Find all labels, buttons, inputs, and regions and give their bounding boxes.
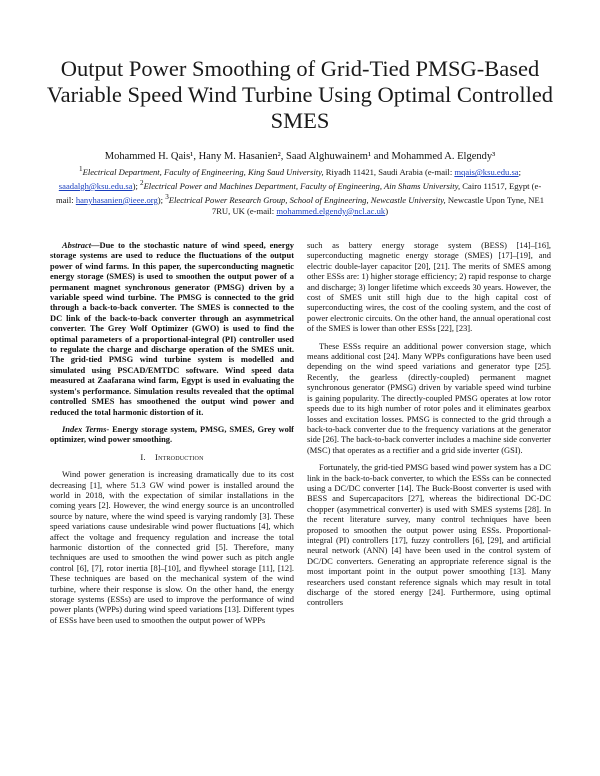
affiliation-3-location: Newcastle Upon Tyne, NE1 7RU, UK (e-mail: (211, 194, 544, 216)
author-list: Mohammed H. Qais¹, Hany M. Hasanien², Saad Alghuwainem¹ and Mohammed A. Elgendy³ (104, 151, 496, 162)
body-paragraph: such as battery energy storage system (BESS) [14]–[16], superconducting magnetic energy storage (SMES) [17]–[19], and electric double-layer capacitor [20], [21]. The merits of SMES among other ESSs are: 1) higher storage efficiency; 2) rapid response to charge and discharge; 3) longer lifetime which exceeds 30 years. However, the cost of SMES unit still high due to the high capital cost of superconducting wires, the cost of the cooling system, and the cost of power electronic circuits. On the other hand, the annual operational cost of the SMES is lower than other ESSs [22], [23]. (307, 240, 551, 334)
affiliation-2-close: ); (157, 194, 166, 205)
body-paragraph: Wind power generation is increasing dramatically due to its cost decreasing [1], where 51.3 GW wind power is installed around the world in 2018, with the expectation of similar installations in the coming years [2]. However, the wind energy source is an uncontrolled source by nature, where the wind speed is varying randomly [3]. These speed variations cause undesirable wind power fluctuations [4], which affect the voltage and frequency regulation and increase the total harmonic distortion of the connected grid [5]. Therefore, many techniques are used to smoothen the wind power such as pitch angle control [6], [7], rotor inertia [8]–[10], and flywheel storage [11], [12]. These techniques are based on the mechanical system of the wind turbine, where their response is slow. On the other hand, the energy storage systems (ESSs) are used to improve the performance of wind power plants (WPPs) during wind speed variations [13]. Different types of ESSs have been used to smoothen the output power of WPPs (50, 469, 294, 625)
body-paragraph: Fortunately, the grid-tied PMSG based wind power system has a DC link in the back-to-back converter, to which the ESSs can be connected using a DC/DC converter [14]. The Buck-Boost converter is used with BESS and Supercapacitors [27], whereas the bidirectional DC-DC chopper (asymmetrical converter) is used with SMES systems [28]. In the recent literature survey, many control techniques have been proposed to smoothen the output power using ESSs. Proportional-integral (PI) controllers [17], fuzzy controllers [6], [29], and artificial neural network (ANN) [4] have been used in the control system of DC/DC converters. Generating an appropriate reference signal is the most important point in the output power smoothing [13]. Many researchers used constant reference signals which may result in total discharge of the stored energy [24]. Furthermore, using optimal controllers (307, 462, 551, 608)
affiliation-2: Electrical Power and Machines Department, Faculty of Engineering, Ain Shams University, (143, 180, 461, 191)
index-terms-label: Index Terms (62, 423, 107, 434)
affiliations (50, 164, 550, 217)
abstract-text: —Due to the stochastic nature of wind speed, energy storage systems are used to reduce the fluctuations of the output power of wind farms. In this paper, the superconducting magnetic energy storage (SMES) is used to smoothen the output power of a permanent magnet synchronous generator (PMSG) driven by a variable speed wind turbine. The PMSG is connected to the grid through a back-to-back converter. The SMES is connected to the DC link of the back-to-back converter through an asymmetrical converter. The Grey Wolf Optimizer (GWO) is used to find the optimal parameters of a proportional-integral (PI) controller used to regulate the charge and discharge operation of the SMES unit. The grid-tied PMSG wind turbine system is modelled and simulated using PSCAD/EMTDC software. Wind speed data measured at Zaafarana wind farm, Egypt is used in evaluating the system's performance. Simulation results revealed that the optimal controlled SMES has smoothened the output wind power and reduced the total harmonic distortion of it. (50, 240, 294, 417)
body-paragraph: These ESSs require an additional power conversion stage, which means additional cost [24]. Many WPPs configurations have been used depending on the wind speed variations and generator type [25]. Recently, the gearless (directly-coupled) permanent magnet synchronous generator (PMSG) driven by variable speed wind turbine is gaining popularity. The directly-coupled PMSG operates at low rotor speeds due to its high number of rotor poles and it eliminates gearbox losses and excitation losses. PMSG is connected to the grid through a back-to-back converter due to the frequency variations at the generator side [26]. The back-to-back converter includes a machine side converter (MSC) that operates as a rectifier and a grid side inverter (GSI). (307, 340, 551, 455)
email-link-mqais[interactable]: mqais@ksu.edu.sa (454, 166, 519, 177)
index-terms-text: - Energy storage system, PMSG, SMES, Grey wolf optimizer, wind power smoothing. (50, 423, 294, 445)
abstract-label: Abstract (62, 240, 92, 250)
index-terms (50, 424, 294, 445)
affiliation-3-close: ) (385, 205, 389, 216)
affiliation-1-close: ); (132, 180, 140, 191)
paper-title: Output Power Smoothing of Grid-Tied PMSG-Based Variable Speed Wind Turbine Using Optimal Controlled SMES (46, 56, 554, 133)
email-link-hanyhasanien[interactable]: hanyhasanien@ieee.org (75, 194, 158, 205)
section-heading-introduction (50, 452, 294, 462)
email-link-saadalgh[interactable]: saadalgh@ksu.edu.sa (58, 180, 133, 191)
email-link-elgendy[interactable]: mohammed.elgendy@ncl.ac.uk (276, 205, 386, 216)
affiliation-1: Electrical Department, Faculty of Engineering, King Saud University, (82, 166, 324, 177)
affiliation-2-location: Cairo 11517, Egypt (e-mail: (56, 180, 542, 205)
section-title: Introduction (155, 451, 204, 462)
affiliation-1-location: Riyadh 11421, Saudi Arabia (e-mail: (323, 166, 455, 177)
abstract (50, 240, 294, 417)
affiliation-3: Electrical Power Research Group, School of Engineering, Newcastle University, (168, 194, 446, 205)
affiliation-2-marker: 2 (139, 178, 144, 187)
right-column (307, 240, 551, 615)
email-separator: ; (518, 166, 521, 177)
left-column (50, 240, 294, 632)
affiliation-1-marker: 1 (79, 165, 83, 173)
affiliation-3-marker: 3 (165, 192, 169, 201)
section-number: I. (140, 451, 146, 462)
